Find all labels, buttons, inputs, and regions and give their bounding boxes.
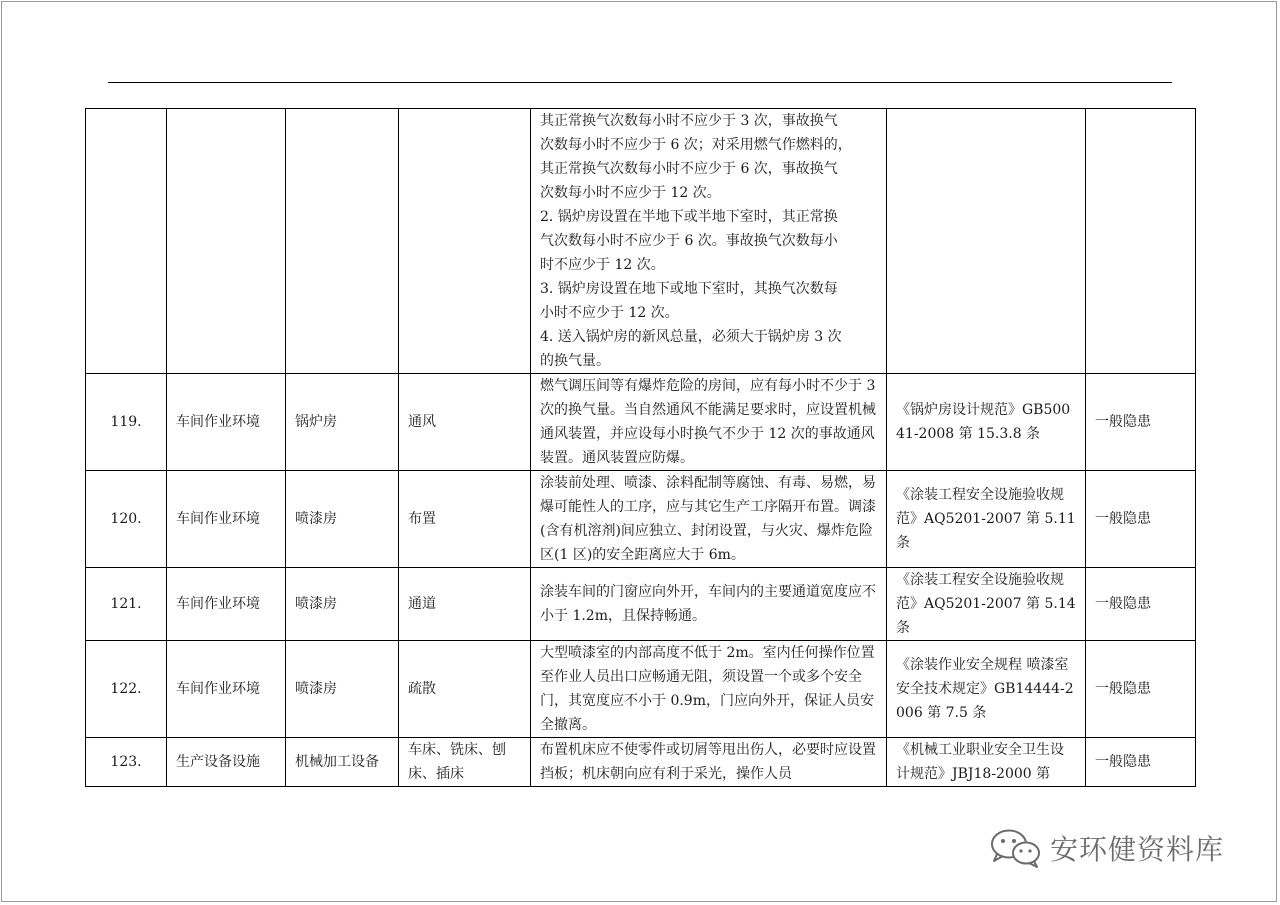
requirement-cell [531,109,887,374]
seq-cell: 122. [86,641,167,738]
table-row-123 [86,738,1196,787]
requirement-line: 3. 锅炉房设置在地下或地下室时，其换气次数每 [540,281,838,297]
wechat-icon [988,826,1044,870]
seq-cell: 120. [86,471,167,568]
watermark [988,826,1224,870]
table-row-119 [86,374,1196,471]
seq-cell: 123. [86,738,167,787]
category-cell: 车间作业环境 [167,471,286,568]
requirement-line: 2. 锅炉房设置在半地下或半地下室时，其正常换 [540,209,838,225]
table-row-121 [86,568,1196,641]
hazard-checklist-table [85,108,1196,787]
requirement-line: 其正常换气次数每小时不应少于 3 次，事故换气 [540,113,838,129]
level-cell: 一般隐患 [1086,641,1196,738]
subitem-cell: 车床、铣床、刨床、插床 [399,738,531,787]
item-cell: 喷漆房 [286,568,399,641]
subitem-cell [399,109,531,374]
header-rule [108,82,1172,83]
level-cell: 一般隐患 [1086,471,1196,568]
subitem-cell: 通风 [399,374,531,471]
requirement-cell: 大型喷漆室的内部高度不低于 2m。室内任何操作位置至作业人员出口应畅通无阻，须设置一个或多个安全门，其宽度应不小于 0.9m，门应向外开，保证人员安全撤离。 [531,641,887,738]
item-cell: 喷漆房 [286,471,399,568]
table-row-120 [86,471,1196,568]
standard-cell: 《锅炉房设计规范》GB50041-2008 第 15.3.8 条 [887,374,1086,471]
requirement-line: 次数每小时不应少于 12 次。 [540,185,721,201]
category-cell: 车间作业环境 [167,641,286,738]
seq-cell: 121. [86,568,167,641]
requirement-cell: 涂装车间的门窗应向外开，车间内的主要通道宽度应不小于 1.2m，且保持畅通。 [531,568,887,641]
requirement-line: 4. 送入锅炉房的新风总量，必须大于锅炉房 3 次 [540,329,842,345]
item-cell: 机械加工设备 [286,738,399,787]
requirement-cell: 燃气调压间等有爆炸危险的房间，应有每小时不少于 3 次的换气量。当自然通风不能满足要求时，应设置机械通风装置，并应设每小时换气不少于 12 次的事故通风装置。通风装置应防爆。 [531,374,887,471]
requirement-line: 气次数每小时不应少于 6 次。事故换气次数每小 [540,233,838,249]
category-cell [167,109,286,374]
standard-cell: 《涂装工程安全设施验收规范》AQ5201-2007 第 5.14 条 [887,568,1086,641]
watermark-text: 安环健资料库 [1050,833,1225,866]
standard-cell: 《涂装工程安全设施验收规范》AQ5201-2007 第 5.11 条 [887,471,1086,568]
table-row-122 [86,641,1196,738]
requirement-cell: 涂装前处理、喷漆、涂料配制等腐蚀、有毒、易燃，易爆可能性人的工序，应与其它生产工序隔开布置。调漆(含有机溶剂)间应独立、封闭设置，与火灾、爆炸危险区(1 区)的安全距离应大于 6m。 [531,471,887,568]
requirement-line: 小时不应少于 12 次。 [540,305,679,321]
level-cell: 一般隐患 [1086,738,1196,787]
category-cell: 车间作业环境 [167,374,286,471]
table-row-continuation [86,109,1196,374]
item-cell: 锅炉房 [286,374,399,471]
category-cell: 车间作业环境 [167,568,286,641]
requirement-line: 次数每小时不应少于 6 次；对采用燃气作燃料的， [540,137,852,153]
seq-cell [86,109,167,374]
item-cell: 喷漆房 [286,641,399,738]
level-cell: 一般隐患 [1086,374,1196,471]
item-cell [286,109,399,374]
standard-cell: 《机械工业职业安全卫生设计规范》JBJ18-2000 第 [887,738,1086,787]
level-cell: 一般隐患 [1086,568,1196,641]
category-cell: 生产设备设施 [167,738,286,787]
standard-cell [887,109,1086,374]
requirement-line: 其正常换气次数每小时不应少于 6 次，事故换气 [540,161,838,177]
requirement-cell: 布置机床应不使零件或切屑等甩出伤人，必要时应设置挡板；机床朝向应有利于采光，操作人员 [531,738,887,787]
standard-cell: 《涂装作业安全规程 喷漆室安全技术规定》GB14444-2006 第 7.5 条 [887,641,1086,738]
subitem-cell: 布置 [399,471,531,568]
requirement-line: 的换气量。 [540,353,610,369]
level-cell [1086,109,1196,374]
subitem-cell: 疏散 [399,641,531,738]
subitem-cell: 通道 [399,568,531,641]
seq-cell: 119. [86,374,167,471]
requirement-line: 时不应少于 12 次。 [540,257,665,273]
